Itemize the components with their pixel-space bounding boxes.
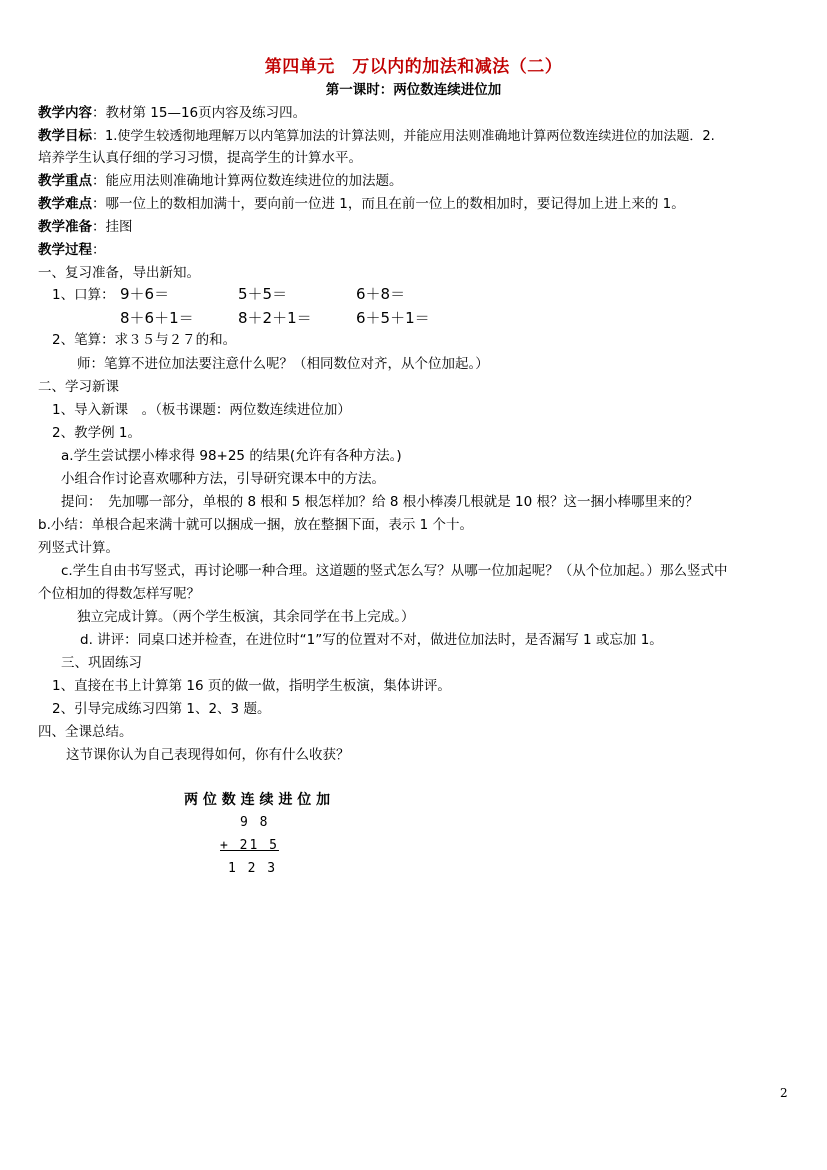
teaching-goal-label: 教学目标 <box>38 128 92 144</box>
teaching-content-text: ：教材第 15—16页内容及练习四。 <box>92 105 307 121</box>
intro-new-lesson: 1、导入新课 。（板书课题：两位数连续进位加） <box>52 402 351 418</box>
step-c-continued: 个位相加的得数怎样写呢？ <box>38 586 200 602</box>
section-4-heading: 四、全课总结。 <box>38 724 133 740</box>
step-d: d. 讲评：同桌口述并检查，在进位时“1”写的位置对不对，做进位加法时，是否漏写 1 或忘加 1。 <box>80 632 663 648</box>
teaching-preparation <box>38 217 133 237</box>
teaching-goal-continued: 培养学生认真仔细的学习习惯，提高学生的计算水平。 <box>38 150 362 166</box>
teaching-key-label: 教学重点 <box>38 173 92 189</box>
oral-calc-item: 6＋8＝ <box>356 285 406 303</box>
board-title: 两 位 数 连 续 进 位 加 <box>184 792 331 808</box>
oral-calc-item: 6＋5＋1＝ <box>356 309 430 327</box>
teaching-difficulty-label: 教学难点 <box>38 196 92 212</box>
teaching-key-point <box>38 171 403 191</box>
independent-calc: 独立完成计算。（两个学生板演，其余同学在书上完成。） <box>77 609 415 625</box>
teaching-process <box>38 240 106 260</box>
teaching-key-text: ：能应用法则准确地计算两位数连续进位的加法题。 <box>92 173 403 189</box>
oral-calc-item: 8＋2＋1＝ <box>238 309 312 327</box>
teaching-prep-label: 教学准备 <box>38 219 92 235</box>
vertical-calc: 列竖式计算。 <box>38 540 119 556</box>
step-c: c.学生自由书写竖式，再讨论哪一种合理。这道题的竖式怎么写？从哪一位加起呢？（从个位加起。）那么竖式中 <box>61 563 728 579</box>
step-b-summary: b.小结：单根合起来满十就可以捆成一捆，放在整捆下面，表示 1 个十。 <box>38 517 474 533</box>
teaching-prep-text: ：挂图 <box>92 219 133 235</box>
page-number: 2 <box>780 1086 788 1100</box>
lesson-subtitle: 第一课时：两位数连续进位加 <box>325 82 502 98</box>
board-addend-2: + 21 5 <box>220 838 279 853</box>
teaching-difficulty-text: ：哪一位上的数相加满十，要向前一位进 1，而且在前一位上的数相加时，要记得加上进上来的 1。 <box>92 196 685 212</box>
teaching-goal-text: ：1.使学生较透彻地理解万以内笔算加法的计算法则，并能应用法则准确地计算两位数连续进位的加法题．2. <box>92 129 715 144</box>
practice-1: 1、直接在书上计算第 16 页的做一做，指明学生板演，集体讲评。 <box>52 678 451 694</box>
section-2-heading: 二、学习新课 <box>38 379 119 395</box>
written-calc: 2、笔算：求３５与２７的和。 <box>52 332 237 348</box>
oral-calc-label: 1、口算： <box>52 287 115 303</box>
board-addend-1: 9 8 <box>240 815 270 830</box>
step-a: a.学生尝试摆小棒求得 98+25 的结果(允许有各种方法。) <box>61 448 402 464</box>
teaching-process-colon: ： <box>92 242 106 258</box>
section-3-heading: 三、巩固练习 <box>61 655 142 671</box>
question-prompt: 提问： 先加哪一部分，单根的 8 根和 5 根怎样加？给 8 根小棒凑几根就是 10 根？这一捆小棒哪里来的？ <box>61 494 699 510</box>
example-1: 2、教学例 1。 <box>52 425 141 441</box>
teaching-difficulty <box>38 194 685 214</box>
teaching-content-label: 教学内容 <box>38 105 92 121</box>
teaching-content <box>38 103 306 123</box>
teaching-process-label: 教学过程 <box>38 242 92 258</box>
summary-question: 这节课你认为自己表现得如何，你有什么收获？ <box>66 747 350 763</box>
oral-calc-item: 9＋6＝ <box>120 285 170 303</box>
practice-2: 2、引导完成练习四第 1、2、3 题。 <box>52 701 271 717</box>
section-1-heading: 一、复习准备，导出新知。 <box>38 265 200 281</box>
oral-calc-item: 8＋6＋1＝ <box>120 309 194 327</box>
teacher-question: 师：笔算不进位加法要注意什么呢？（相同数位对齐，从个位加起。） <box>77 356 489 372</box>
teaching-goal <box>38 126 715 147</box>
oral-calc-item: 5＋5＝ <box>238 285 288 303</box>
page-title: 第四单元 万以内的加法和减法（二） <box>264 57 563 77</box>
group-discussion: 小组合作讨论喜欢哪种方法，引导研究课本中的方法。 <box>61 471 385 487</box>
board-result: 1 2 3 <box>228 861 278 876</box>
